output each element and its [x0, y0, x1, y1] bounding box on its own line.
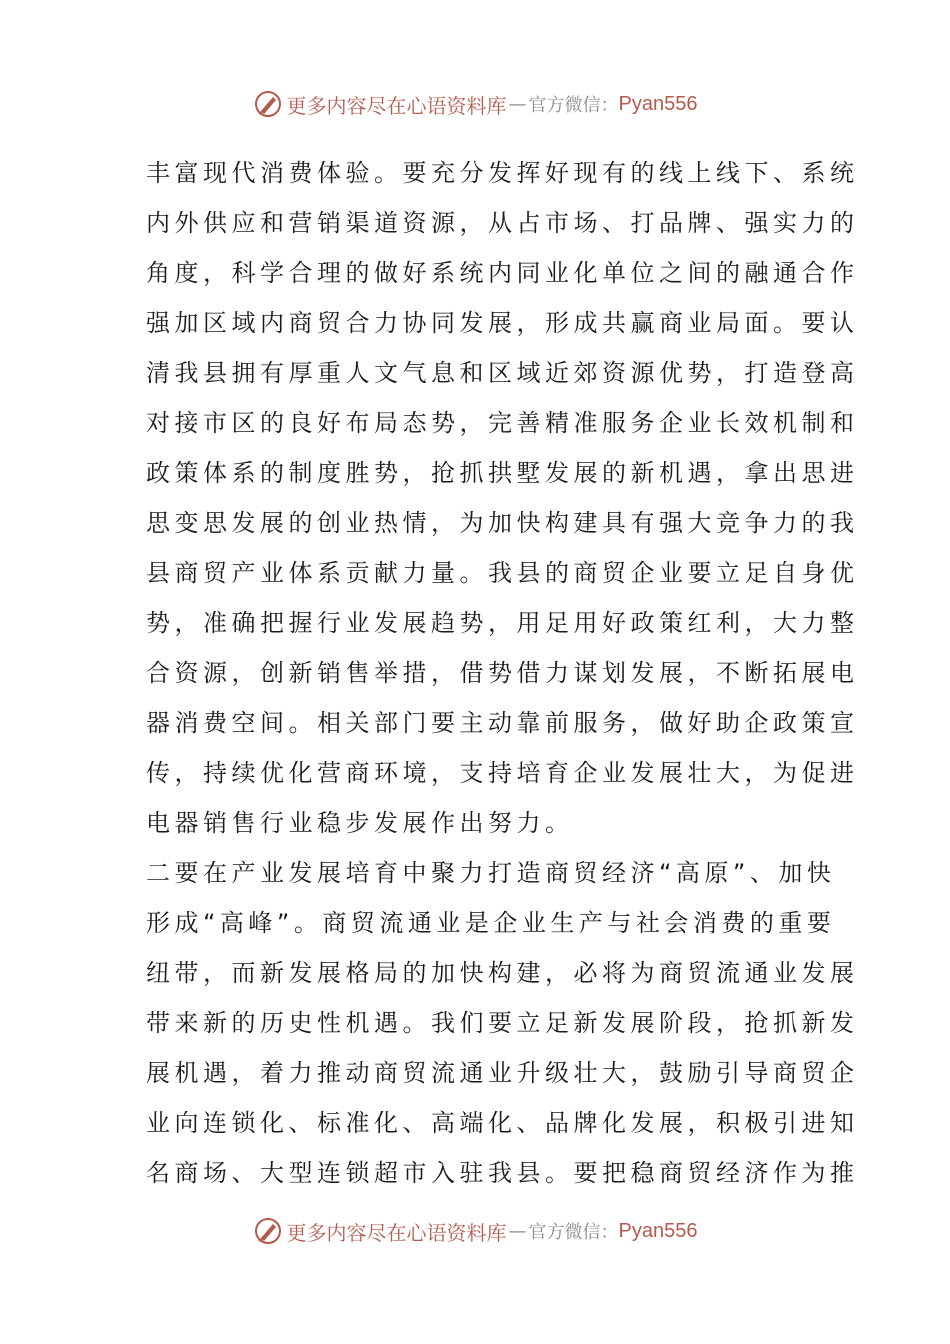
watermark-dash: —	[508, 93, 527, 115]
watermark-wechat-id: Pyan556	[618, 92, 698, 115]
text-line: 合资源，创新销售举措，借势借力谋划发展，不断拓展电	[146, 659, 859, 687]
watermark-header	[0, 84, 950, 124]
text-line: 器消费空间。相关部门要主动靠前服务，做好助企政策宣	[146, 709, 859, 737]
text-line: 电器销售行业稳步发展作出努力。	[146, 809, 574, 837]
text-line: 政策体系的制度胜势，抢抓拱墅发展的新机遇，拿出思进	[146, 459, 859, 487]
pen-logo-icon	[253, 1216, 283, 1246]
text-line: 带来新的历史性机遇。我们要立足新发展阶段，抢抓新发	[146, 1009, 859, 1037]
text-line: 形成“高峰”。商贸流通业是企业生产与社会消费的重要	[146, 909, 836, 937]
watermark-dash: —	[508, 1220, 527, 1242]
document-body	[146, 148, 859, 1198]
pen-logo-icon	[253, 89, 283, 119]
text-line: 对接市区的良好布局态势，完善精准服务企业长效机制和	[146, 409, 859, 437]
watermark-wechat-id: Pyan556	[618, 1219, 698, 1242]
text-line: 县商贸产业体系贡献力量。我县的商贸企业要立足自身优	[146, 559, 859, 587]
text-line: 纽带，而新发展格局的加快构建，必将为商贸流通业发展	[146, 959, 859, 987]
watermark-footer	[0, 1211, 950, 1251]
text-line: 展机遇，着力推动商贸流通业升级壮大，鼓励引导商贸企	[146, 1059, 859, 1087]
text-line: 角度，科学合理的做好系统内同业化单位之间的融通合作	[146, 259, 859, 287]
watermark-site-name: 更多内容尽在心语资料库	[286, 93, 507, 118]
text-line: 二要在产业发展培育中聚力打造商贸经济“高原”、加快	[146, 859, 836, 887]
text-line: 传，持续优化营商环境，支持培育企业发展壮大，为促进	[146, 759, 859, 787]
text-line: 名商场、大型连锁超市入驻我县。要把稳商贸经济作为推	[146, 1159, 859, 1187]
watermark-wechat-label: 官方微信：	[528, 95, 619, 116]
text-line: 思变思发展的创业热情，为加快构建具有强大竞争力的我	[146, 509, 859, 537]
text-line: 强加区域内商贸合力协同发展，形成共赢商业局面。要认	[146, 309, 859, 337]
text-line: 清我县拥有厚重人文气息和区域近郊资源优势，打造登高	[146, 359, 859, 387]
text-line: 势，准确把握行业发展趋势，用足用好政策红利，大力整	[146, 609, 859, 637]
text-line: 内外供应和营销渠道资源，从占市场、打品牌、强实力的	[146, 209, 859, 237]
text-line: 业向连锁化、标准化、高端化、品牌化发展，积极引进知	[146, 1109, 859, 1137]
watermark-site-name: 更多内容尽在心语资料库	[286, 1220, 507, 1245]
text-line: 丰富现代消费体验。要充分发挥好现有的线上线下、系统	[146, 159, 859, 187]
watermark-wechat-label: 官方微信：	[528, 1222, 619, 1243]
